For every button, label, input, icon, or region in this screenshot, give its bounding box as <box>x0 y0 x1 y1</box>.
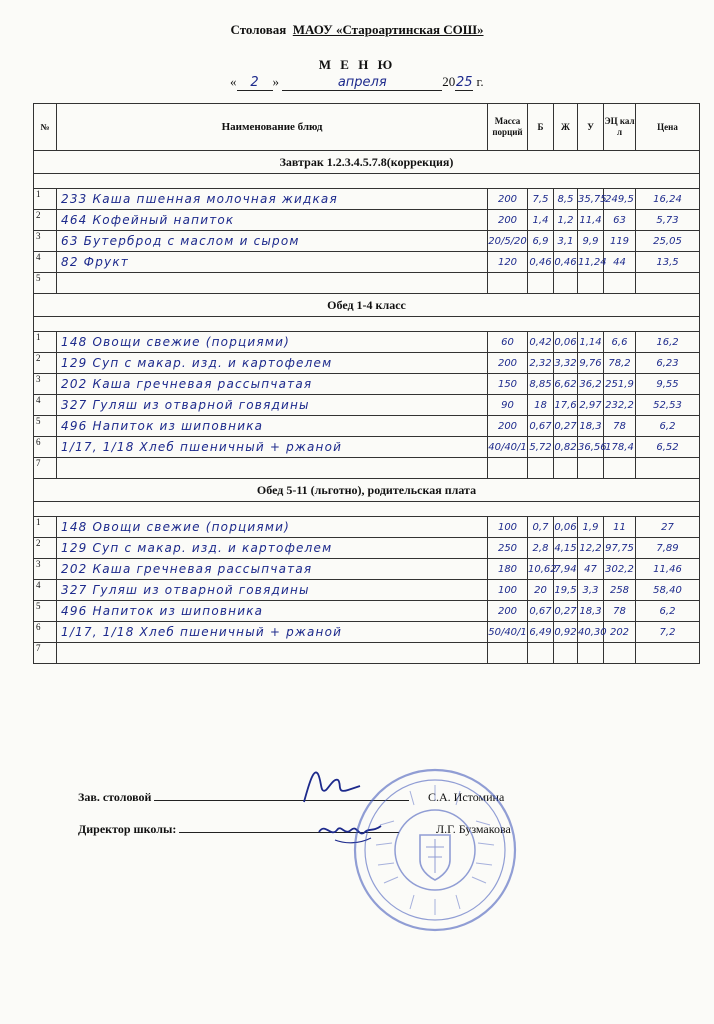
carbs-value: 9,76 <box>578 353 604 374</box>
row-number: 5 <box>34 601 57 622</box>
table-row <box>34 231 700 252</box>
energy-value: 78 <box>604 416 636 437</box>
portion-mass: 180 <box>488 559 528 580</box>
row-number: 2 <box>34 538 57 559</box>
director-name: Л.Г. Бузмакова <box>436 822 511 836</box>
price-value: 58,40 <box>636 580 700 601</box>
year-unit: г. <box>476 74 484 89</box>
table-row <box>34 252 700 273</box>
energy-value: 63 <box>604 210 636 231</box>
protein-value <box>528 273 554 294</box>
fat-value: 0,27 <box>554 601 578 622</box>
energy-value: 258 <box>604 580 636 601</box>
dish-name: 1/17, 1/18 Хлеб пшеничный + ржаной <box>57 622 488 643</box>
energy-value: 232,2 <box>604 395 636 416</box>
section-spacer-row <box>34 174 700 189</box>
carbs-value: 35,75 <box>578 189 604 210</box>
protein-value: 7,5 <box>528 189 554 210</box>
row-number: 2 <box>34 210 57 231</box>
dish-name: 148 Овощи свежие (порциями) <box>57 332 488 353</box>
protein-value: 6,49 <box>528 622 554 643</box>
section-header-row <box>34 151 700 174</box>
energy-value <box>604 643 636 664</box>
price-value: 11,46 <box>636 559 700 580</box>
energy-value <box>604 458 636 479</box>
price-value: 16,2 <box>636 332 700 353</box>
dish-name: 327 Гуляш из отварной говядины <box>57 395 488 416</box>
table-row <box>34 580 700 601</box>
fat-value: 0,92 <box>554 622 578 643</box>
row-number: 5 <box>34 416 57 437</box>
col-header-kcal: ЭЦ кал л <box>604 104 636 151</box>
portion-mass: 60 <box>488 332 528 353</box>
spacer-cell <box>34 317 700 332</box>
canteen-name: С.А. Истомина <box>428 790 505 804</box>
fat-value: 7,94 <box>554 559 578 580</box>
energy-value: 251,9 <box>604 374 636 395</box>
dish-name: 327 Гуляш из отварной говядины <box>57 580 488 601</box>
protein-value: 1,4 <box>528 210 554 231</box>
table-row <box>34 437 700 458</box>
dish-name: 496 Напиток из шиповника <box>57 601 488 622</box>
protein-value: 0,67 <box>528 601 554 622</box>
protein-value: 0,7 <box>528 517 554 538</box>
price-value: 5,73 <box>636 210 700 231</box>
protein-value: 0,67 <box>528 416 554 437</box>
menu-table <box>33 103 700 664</box>
price-value <box>636 273 700 294</box>
dish-name: 129 Суп с макар. изд. и картофелем <box>57 538 488 559</box>
section-spacer-row <box>34 502 700 517</box>
carbs-value: 9,9 <box>578 231 604 252</box>
section-spacer-row <box>34 317 700 332</box>
col-header-num: № <box>34 104 57 151</box>
dish-name: 148 Овощи свежие (порциями) <box>57 517 488 538</box>
fat-value <box>554 643 578 664</box>
date-line <box>230 74 484 91</box>
protein-value: 10,62 <box>528 559 554 580</box>
date-day: 2 <box>237 75 273 91</box>
price-value: 9,55 <box>636 374 700 395</box>
menu-title: М Е Н Ю <box>318 57 396 72</box>
date-month: апреля <box>282 75 442 91</box>
table-row <box>34 622 700 643</box>
fat-value: 19,5 <box>554 580 578 601</box>
dish-name: 233 Каша пшенная молочная жидкая <box>57 189 488 210</box>
price-value: 6,2 <box>636 601 700 622</box>
energy-value <box>604 273 636 294</box>
energy-value: 97,75 <box>604 538 636 559</box>
row-number: 4 <box>34 395 57 416</box>
director-label: Директор школы: <box>78 822 177 836</box>
dish-name <box>57 458 488 479</box>
page-header <box>0 22 714 38</box>
row-number: 6 <box>34 437 57 458</box>
carbs-value: 18,3 <box>578 601 604 622</box>
carbs-value: 11,24 <box>578 252 604 273</box>
menu-table-body <box>34 151 700 664</box>
portion-mass <box>488 273 528 294</box>
fat-value: 3,1 <box>554 231 578 252</box>
protein-value: 0,42 <box>528 332 554 353</box>
row-number: 3 <box>34 559 57 580</box>
price-value: 16,24 <box>636 189 700 210</box>
col-header-zh: Ж <box>554 104 578 151</box>
row-number: 2 <box>34 353 57 374</box>
protein-value: 0,46 <box>528 252 554 273</box>
row-number: 1 <box>34 189 57 210</box>
portion-mass: 100 <box>488 517 528 538</box>
section-header-row <box>34 294 700 317</box>
price-value: 6,52 <box>636 437 700 458</box>
fat-value: 0,82 <box>554 437 578 458</box>
carbs-value: 1,9 <box>578 517 604 538</box>
dish-name: 202 Каша гречневая рассыпчатая <box>57 559 488 580</box>
fat-value: 0,46 <box>554 252 578 273</box>
section-title: Обед 1-4 класс <box>34 294 700 317</box>
table-row <box>34 458 700 479</box>
carbs-value <box>578 458 604 479</box>
fat-value: 1,2 <box>554 210 578 231</box>
section-header-row <box>34 479 700 502</box>
carbs-value: 40,30 <box>578 622 604 643</box>
dish-name: 129 Суп с макар. изд. и картофелем <box>57 353 488 374</box>
protein-value: 20 <box>528 580 554 601</box>
fat-value: 0,06 <box>554 332 578 353</box>
row-number: 3 <box>34 374 57 395</box>
portion-mass: 50/40/1 <box>488 622 528 643</box>
section-title: Обед 5-11 (льготно), родительская плата <box>34 479 700 502</box>
portion-mass: 120 <box>488 252 528 273</box>
portion-mass: 40/40/1 <box>488 437 528 458</box>
year-suffix: 25 <box>455 75 473 90</box>
row-number: 5 <box>34 273 57 294</box>
price-value: 13,5 <box>636 252 700 273</box>
carbs-value: 18,3 <box>578 416 604 437</box>
col-header-mass: Масса порций <box>488 104 528 151</box>
protein-value: 2,32 <box>528 353 554 374</box>
dish-name: 63 Бутерброд с маслом и сыром <box>57 231 488 252</box>
fat-value: 0,06 <box>554 517 578 538</box>
col-header-b: Б <box>528 104 554 151</box>
energy-value: 202 <box>604 622 636 643</box>
fat-value: 17,6 <box>554 395 578 416</box>
table-row <box>34 643 700 664</box>
portion-mass: 200 <box>488 189 528 210</box>
school-seal-stamp <box>350 765 520 935</box>
col-header-price: Цена <box>636 104 700 151</box>
energy-value: 78,2 <box>604 353 636 374</box>
fat-value: 8,5 <box>554 189 578 210</box>
carbs-value: 36,56 <box>578 437 604 458</box>
energy-value: 119 <box>604 231 636 252</box>
fat-value <box>554 273 578 294</box>
dish-name <box>57 643 488 664</box>
portion-mass: 150 <box>488 374 528 395</box>
protein-value: 6,9 <box>528 231 554 252</box>
carbs-value <box>578 643 604 664</box>
table-row <box>34 538 700 559</box>
date-open-quote: « <box>230 74 237 89</box>
table-row <box>34 353 700 374</box>
school-name: МАОУ «Староартинская СОШ» <box>292 22 484 37</box>
portion-mass <box>488 643 528 664</box>
row-number: 6 <box>34 622 57 643</box>
dish-name: 202 Каша гречневая рассыпчатая <box>57 374 488 395</box>
price-value: 7,2 <box>636 622 700 643</box>
portion-mass: 200 <box>488 210 528 231</box>
dish-name: 464 Кофейный напиток <box>57 210 488 231</box>
row-number: 1 <box>34 517 57 538</box>
table-row <box>34 601 700 622</box>
portion-mass: 200 <box>488 601 528 622</box>
price-value: 6,2 <box>636 416 700 437</box>
dish-name: 82 Фрукт <box>57 252 488 273</box>
portion-mass: 90 <box>488 395 528 416</box>
fat-value: 0,27 <box>554 416 578 437</box>
protein-value: 2,8 <box>528 538 554 559</box>
table-row <box>34 374 700 395</box>
energy-value: 302,2 <box>604 559 636 580</box>
table-row <box>34 189 700 210</box>
fat-value: 6,62 <box>554 374 578 395</box>
header-prefix: Столовая <box>230 22 287 37</box>
portion-mass: 100 <box>488 580 528 601</box>
table-row <box>34 273 700 294</box>
carbs-value: 12,2 <box>578 538 604 559</box>
table-row <box>34 416 700 437</box>
row-number: 1 <box>34 332 57 353</box>
carbs-value: 2,97 <box>578 395 604 416</box>
year-prefix: 20 <box>442 74 456 89</box>
dish-name: 496 Напиток из шиповника <box>57 416 488 437</box>
energy-value: 6,6 <box>604 332 636 353</box>
dish-name <box>57 273 488 294</box>
table-row <box>34 332 700 353</box>
price-value <box>636 643 700 664</box>
protein-value: 8,85 <box>528 374 554 395</box>
spacer-cell <box>34 502 700 517</box>
row-number: 4 <box>34 580 57 601</box>
date-close-quote: » <box>272 74 279 89</box>
protein-value <box>528 458 554 479</box>
protein-value: 18 <box>528 395 554 416</box>
price-value: 7,89 <box>636 538 700 559</box>
spacer-cell <box>34 174 700 189</box>
dish-name: 1/17, 1/18 Хлеб пшеничный + ржаной <box>57 437 488 458</box>
price-value: 6,23 <box>636 353 700 374</box>
fat-value: 3,32 <box>554 353 578 374</box>
carbs-value <box>578 273 604 294</box>
price-value: 25,05 <box>636 231 700 252</box>
row-number: 7 <box>34 458 57 479</box>
portion-mass: 200 <box>488 416 528 437</box>
carbs-value: 36,2 <box>578 374 604 395</box>
table-row <box>34 559 700 580</box>
table-row <box>34 517 700 538</box>
table-row <box>34 210 700 231</box>
carbs-value: 47 <box>578 559 604 580</box>
portion-mass: 20/5/20 <box>488 231 528 252</box>
col-header-u: У <box>578 104 604 151</box>
energy-value: 11 <box>604 517 636 538</box>
energy-value: 44 <box>604 252 636 273</box>
energy-value: 78 <box>604 601 636 622</box>
row-number: 7 <box>34 643 57 664</box>
carbs-value: 3,3 <box>578 580 604 601</box>
table-header-row <box>34 104 700 151</box>
row-number: 3 <box>34 231 57 252</box>
canteen-label: Зав. столовой <box>78 790 152 804</box>
section-title: Завтрак 1.2.3.4.5.7.8(коррекция) <box>34 151 700 174</box>
fat-value: 4,15 <box>554 538 578 559</box>
protein-value <box>528 643 554 664</box>
protein-value: 5,72 <box>528 437 554 458</box>
price-value: 27 <box>636 517 700 538</box>
portion-mass: 250 <box>488 538 528 559</box>
row-number: 4 <box>34 252 57 273</box>
carbs-value: 1,14 <box>578 332 604 353</box>
price-value: 52,53 <box>636 395 700 416</box>
carbs-value: 11,4 <box>578 210 604 231</box>
portion-mass: 200 <box>488 353 528 374</box>
portion-mass <box>488 458 528 479</box>
energy-value: 178,4 <box>604 437 636 458</box>
col-header-name: Наименование блюд <box>57 104 488 151</box>
price-value <box>636 458 700 479</box>
energy-value: 249,5 <box>604 189 636 210</box>
fat-value <box>554 458 578 479</box>
table-row <box>34 395 700 416</box>
